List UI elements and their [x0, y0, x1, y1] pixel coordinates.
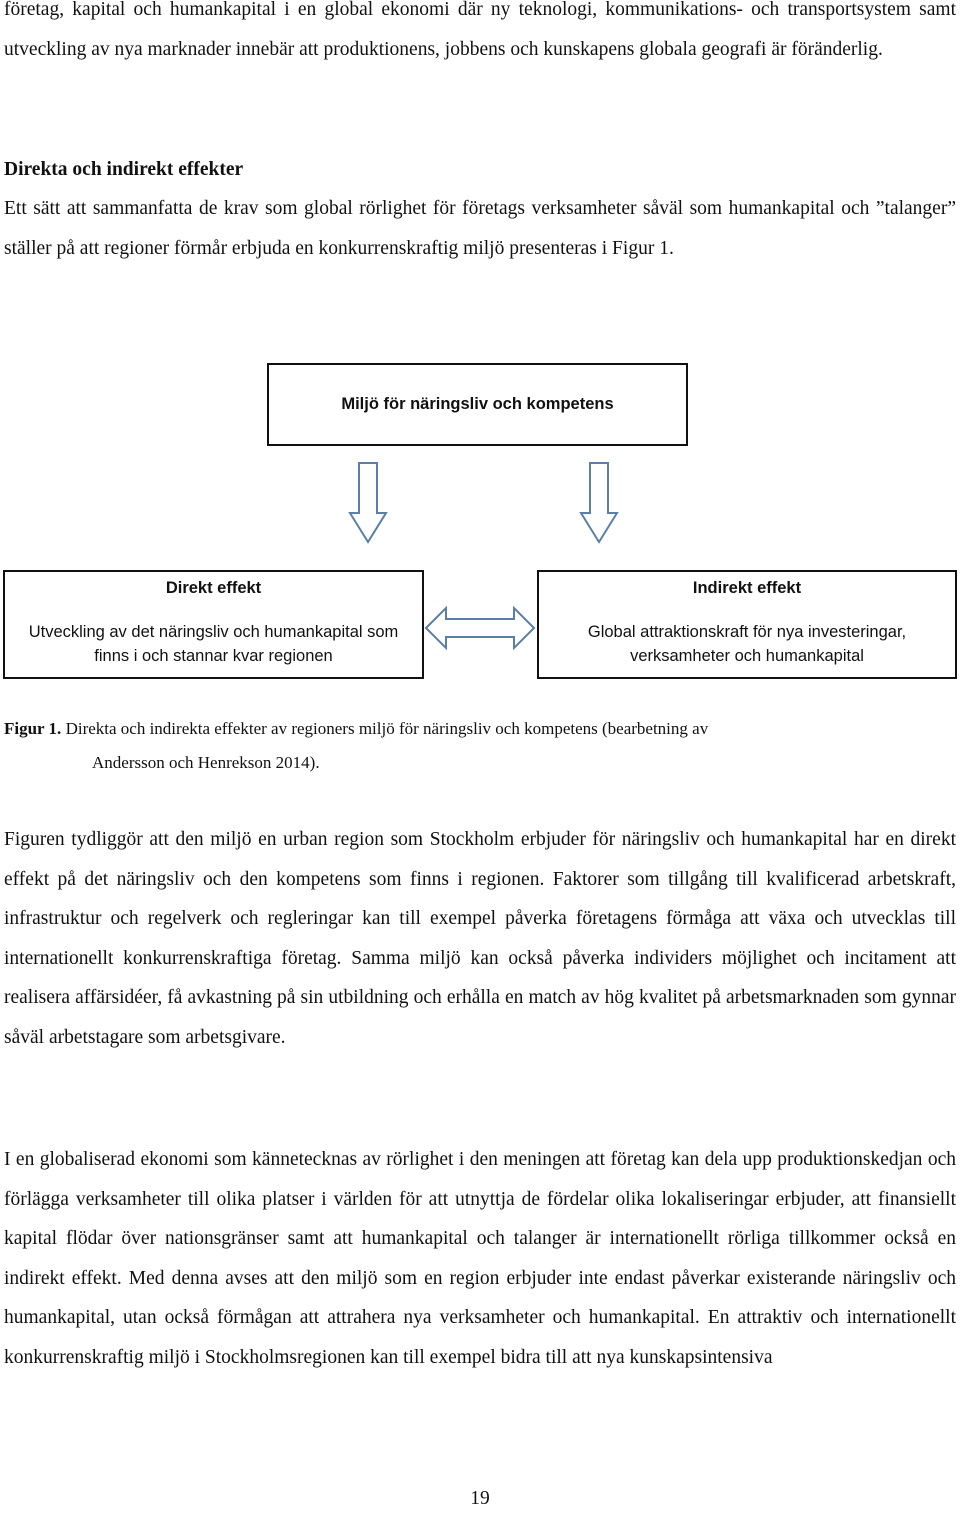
figure-caption-text-2: Andersson och Henrekson 2014). [92, 753, 320, 772]
double-arrow-icon [424, 606, 536, 650]
figure-left-box-body: Utveckling av det näringsliv och humankapital som finns i och stannar kvar regionen [28, 623, 399, 665]
intro-paragraph: företag, kapital och humankapital i en global ekonomi där ny teknologi, kommunikations- och transportsystem samt utveckling av nya marknader innebär att produktionens, jobbens och kunskapens globala geografi är föränderlig. [4, 0, 956, 60]
section-heading: Direkta och indirekt effekter [4, 159, 244, 180]
page-number: 19 [470, 1488, 490, 1509]
section-paragraph: Ett sätt att sammanfatta de krav som global rörlighet för företags verksamheter såväl som humankapital och ”talanger” ställer på att regioner förmår erbjuda en konkurrenskraftig miljö presenteras i Figur 1. [4, 198, 956, 259]
figure-caption-label: Figur 1. [4, 719, 62, 738]
figure-left-box [3, 570, 424, 679]
body-paragraph-2: Figuren tydliggör att den miljö en urban region som Stockholm erbjuder för näringsliv och humankapital har en direkt effekt på det näringsliv och den kompetens som finns i regionen. Faktorer som tillgång till kvalificerad arbetskraft, infrastruktur och regelverk och regleringar kan till exempel påverka företagens förmåga att växa och utvecklas till internationellt konkurrenskraftiga företag. Samma miljö kan också påverka individers möjlighet och incitament att realisera affärsidéer, få avkastning på sin utbildning och erhålla en match av hög kvalitet på arbetsmarknaden som gynnar såväl arbetstagare som arbetsgivare. [4, 829, 956, 1048]
down-arrow-left-icon [348, 462, 388, 544]
figure-right-box-body: Global attraktionskraft för nya investeringar, verksamheter och humankapital [587, 623, 907, 665]
down-arrow-right-icon [579, 462, 619, 544]
figure-right-box-title: Indirekt effekt [692, 579, 802, 597]
figure-left-box-title: Direkt effekt [165, 579, 262, 597]
figure-right-box [537, 570, 957, 679]
figure-caption-text: Direkta och indirekta effekter av regioners miljö för näringsliv och kompetens (bearbetning av [65, 719, 709, 738]
body-paragraph-3: I en globaliserad ekonomi som kännetecknas av rörlighet i den meningen att företag kan dela upp produktionskedjan och förlägga verksamheter till olika platser i världen för att utnyttja de fördelar olika lokaliseringar erbjuder, att finansiellt kapital flödar över nationsgränser samt att humankapital och talanger är internationellt rörliga tillkommer också en indirekt effekt. Med denna avses att den miljö som en region erbjuder inte endast påverkar existerande näringsliv och humankapital, utan också förmågan att attrahera nya verksamheter och humankapital. En attraktiv och internationellt konkurrenskraftig miljö i Stockholmsregionen kan till exempel bidra till att nya kunskapsintensiva [4, 1149, 956, 1368]
figure-top-box [267, 363, 688, 446]
figure-top-box-label: Miljö för näringsliv och kompetens [341, 395, 614, 413]
figure-caption [4, 712, 956, 780]
